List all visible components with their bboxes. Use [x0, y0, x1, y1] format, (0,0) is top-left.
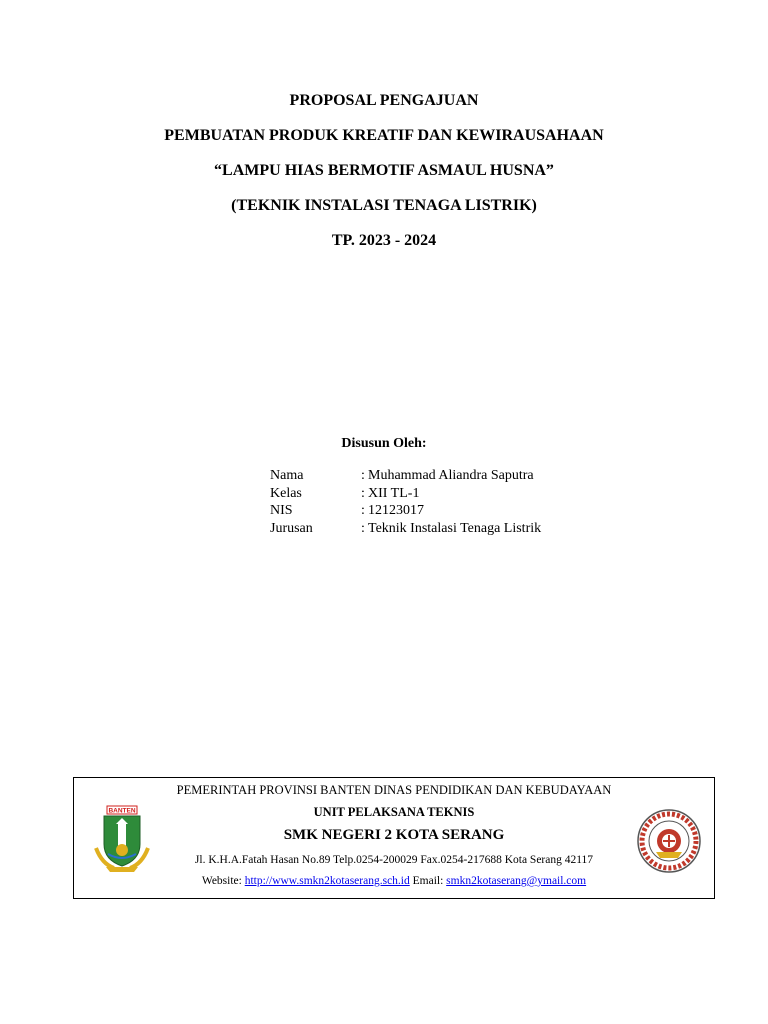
- author-separator: :: [361, 503, 365, 518]
- school-name: SMK NEGERI 2 KOTA SERANG: [283, 827, 505, 843]
- title-line-5: TP. 2023 - 2024: [331, 232, 437, 249]
- contact-line: [74, 875, 714, 887]
- author-value: 12123017: [368, 503, 424, 518]
- title-line-3: “LAMPU HIAS BERMOTIF ASMAUL HUSNA”: [214, 162, 554, 179]
- banten-logo-text: BANTEN: [108, 807, 136, 815]
- author-row-name: [270, 467, 541, 485]
- author-row-class: [270, 485, 541, 503]
- website-link[interactable]: http://www.smkn2kotaserang.sch.id: [244, 875, 410, 887]
- title-line-4: (TEKNIK INSTALASI TENAGA LISTRIK): [231, 197, 537, 214]
- school-letterhead: [73, 777, 715, 899]
- author-info: [270, 467, 541, 537]
- government-line: PEMERINTAH PROVINSI BANTEN DINAS PENDIDIKAN DAN KEBUDAYAAN: [176, 783, 612, 797]
- unit-line: UNIT PELAKSANA TEKNIS: [313, 805, 475, 819]
- author-label: Jurusan: [270, 520, 313, 536]
- website-label: Website:: [201, 875, 242, 887]
- author-separator: :: [361, 485, 365, 501]
- author-row-major: [270, 520, 541, 538]
- author-label: Kelas: [270, 485, 302, 501]
- title-line-1: PROPOSAL PENGAJUAN: [289, 92, 479, 109]
- author-label: Nama: [270, 468, 304, 483]
- email-label: Email:: [412, 875, 444, 887]
- author-heading: Disusun Oleh:: [341, 436, 427, 451]
- author-value: XII TL-1: [368, 485, 420, 501]
- email-link[interactable]: smkn2kotaserang@ymail.com: [446, 875, 587, 887]
- author-value: Muhammad Aliandra Saputra: [368, 468, 534, 483]
- author-label: NIS: [270, 503, 293, 518]
- author-value: Teknik Instalasi Tenaga Listrik: [368, 520, 542, 536]
- author-separator: :: [361, 520, 365, 536]
- author-separator: :: [361, 468, 365, 483]
- smk-school-emblem-icon: [636, 808, 702, 874]
- school-address: Jl. K.H.A.Fatah Hasan No.89 Telp.0254-200029 Fax.0254-217688 Kota Serang 42117: [194, 854, 594, 866]
- author-row-nis: [270, 502, 541, 520]
- proposal-title: [0, 92, 768, 267]
- title-line-2: PEMBUATAN PRODUK KREATIF DAN KEWIRAUSAHAAN: [164, 127, 604, 144]
